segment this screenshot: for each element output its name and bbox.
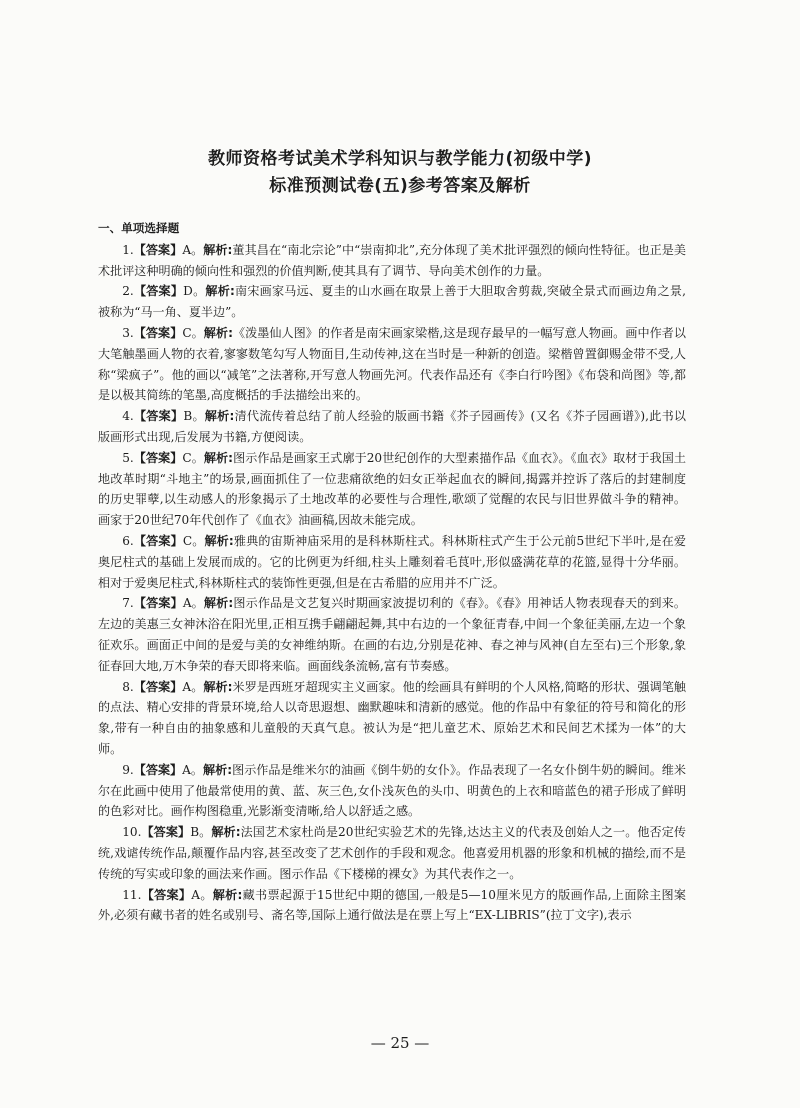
- answer-tag: 【答案】: [133, 679, 183, 694]
- answer-analysis-label: 解析:: [203, 242, 233, 257]
- answer-number: 10.: [122, 825, 142, 840]
- answer-tag: 【答案】: [133, 596, 183, 611]
- answer-text: 南宋画家马远、夏圭的山水画在取景上善于大胆取舍剪裁,突破全景式而画边角之景,被称为“马一角、夏半边”。: [98, 284, 686, 320]
- answer-tag: 【答案】: [133, 409, 184, 424]
- answer-analysis-label: 解析:: [205, 284, 235, 299]
- answer-option: B。: [183, 409, 205, 424]
- answer-text: 董其昌在“南北宗论”中“崇南抑北”,充分体现了美术批评强烈的倾向性特征。也正是美术批评这种明确的倾向性和强烈的价值判断,使其具有了调节、导向美术创作的力量。: [98, 242, 686, 278]
- answer-text: 米罗是西班牙超现实主义画家。他的绘画具有鲜明的个人风格,简略的形状、强调笔触的点法、精心安排的背景环境,给人以奇思遐想、幽默趣味和清新的感觉。他的作品中有象征的符号和简化的形象,带有一种自由的抽象感和儿童般的天真气息。被认为是“把儿童艺术、原始艺术和民间艺术揉为一体”的大师。: [98, 679, 686, 756]
- answer-analysis-label: 解析:: [203, 450, 234, 465]
- answer-item: [98, 281, 686, 323]
- answer-item: [98, 822, 686, 884]
- answer-text: 清代流传着总结了前人经验的版画书籍《芥子园画传》(又名《芥子园画谱》),此书以版画形式出现,后发展为书籍,方便阅读。: [98, 409, 686, 444]
- answer-list: [98, 240, 686, 926]
- answer-item: [98, 323, 686, 406]
- answer-analysis-label: 解析:: [204, 409, 235, 424]
- answer-item: [98, 677, 686, 760]
- answer-item: [98, 885, 686, 927]
- answer-number: 9.: [122, 762, 134, 777]
- answer-item: [98, 240, 686, 282]
- answer-option: D。: [183, 284, 206, 299]
- document-title: [0, 146, 800, 200]
- answer-item: [98, 593, 686, 676]
- answer-number: 4.: [122, 409, 134, 424]
- answer-tag: 【答案】: [133, 242, 183, 257]
- answer-number: 8.: [122, 679, 134, 694]
- answer-item: [98, 760, 686, 822]
- answer-item: [98, 406, 686, 448]
- answer-option: B。: [190, 825, 212, 840]
- title-line-1: 教师资格考试美术学科知识与教学能力(初级中学): [207, 149, 593, 169]
- title-line-2: 标准预测试卷(五)参考答案及解析: [269, 176, 531, 196]
- section-heading: 一、单项选择题: [98, 221, 180, 235]
- answer-number: 3.: [122, 325, 134, 340]
- answer-tag: 【答案】: [133, 533, 183, 548]
- answer-tag: 【答案】: [141, 887, 192, 902]
- answer-number: 1.: [122, 242, 134, 257]
- answer-text: 藏书票起源于15世纪中期的德国,一般是5—10厘米见方的版画作品,上面除主图案外,必须有藏书者的姓名或别号、斋名等,国际上通行做法是在票上写上“EX-LIBRIS”(拉丁文字),表示: [98, 887, 686, 923]
- answer-analysis-label: 解析:: [203, 325, 233, 340]
- answer-option: C。: [182, 450, 204, 465]
- answer-text: 法国艺术家杜尚是20世纪实验艺术的先锋,达达主义的代表及创始人之一。他否定传统,戏谑传统作品,颠覆作品内容,甚至改变了艺术创作的手段和观念。他喜爱用机器的形象和机械的描绘,而不是传统的写实或印象的画法来作画。图示作品《下楼梯的裸女》为其代表作之一。: [98, 825, 686, 881]
- page-number: — 25 —: [370, 1034, 430, 1052]
- answer-item: [98, 448, 686, 531]
- answer-tag: 【答案】: [133, 762, 183, 777]
- answer-section: [98, 218, 686, 926]
- answer-text: 图示作品是画家王式廓于20世纪创作的大型素描作品《血衣》。《血衣》取材于我国土地改革时期“斗地主”的场景,画面抓住了一位悲痛欲绝的妇女正举起血衣的瞬间,揭露并控诉了落后的封建制度的历史罪孽,以生动感人的形象揭示了土地改革的必要性与合理性,歌颂了觉醒的农民与旧世界做斗争的精神。画家于20世纪70年代创作了《血衣》油画稿,因故未能完成。: [98, 450, 686, 528]
- answer-option: A。: [182, 242, 204, 257]
- answer-number: 11.: [122, 887, 142, 902]
- answer-item: [98, 531, 686, 593]
- answer-option: A。: [182, 762, 204, 777]
- answer-analysis-label: 解析:: [211, 825, 241, 840]
- answer-analysis-label: 解析:: [203, 679, 233, 694]
- answer-option: C。: [182, 533, 205, 548]
- answer-number: 5.: [122, 450, 134, 465]
- answer-option: A。: [182, 679, 204, 694]
- answer-tag: 【答案】: [133, 284, 184, 299]
- answer-option: A。: [191, 887, 213, 902]
- answer-tag: 【答案】: [141, 825, 191, 840]
- answer-analysis-label: 解析:: [203, 762, 233, 777]
- answer-tag: 【答案】: [133, 325, 183, 340]
- answer-number: 7.: [122, 596, 134, 611]
- answer-tag: 【答案】: [133, 450, 183, 465]
- answer-text: 图示作品是文艺复兴时期画家波提切利的《春》。《春》用神话人物表现春天的到来。左边的美惠三女神沐浴在阳光里,正相互携手翩翩起舞,其中右边的一个象征青春,中间一个象征美丽,左边一个象征欢乐。画面正中间的是爱与美的女神维纳斯。在画的右边,分别是花神、春之神与风神(自左至右)三个形象,象征春回大地,万木争荣的春天即将来临。画面线条流畅,富有节奏感。: [98, 596, 686, 673]
- answer-number: 6.: [122, 533, 134, 548]
- answer-text: 雅典的宙斯神庙采用的是科林斯柱式。科林斯柱式产生于公元前5世纪下半叶,是在爱奥尼柱式的基础上发展而成的。它的比例更为纤细,柱头上雕刻着毛茛叶,形似盛满花草的花篮,显得十分华丽。相对于爱奥尼柱式,科林斯柱式的装饰性更强,但是在古希腊的应用并不广泛。: [98, 533, 686, 590]
- answer-text: 《泼墨仙人图》的作者是南宋画家梁楷,这是现存最早的一幅写意人物画。画中作者以大笔触墨画人物的衣着,寥寥数笔勾写人物面目,生动传神,这在当时是一种新的创造。梁楷曾置御赐金带不受,人称“梁疯子”。他的画以“减笔”之法著称,开写意人物画先河。代表作品还有《李白行吟图》《布袋和尚图》等,都是以极其简练的笔墨,高度概括的手法描绘出来的。: [98, 325, 686, 403]
- answer-option: C。: [182, 325, 204, 340]
- answer-option: A。: [182, 596, 204, 611]
- answer-analysis-label: 解析:: [212, 887, 243, 902]
- answer-analysis-label: 解析:: [204, 533, 234, 548]
- answer-text: 图示作品是维米尔的油画《倒牛奶的女仆》。作品表现了一名女仆倒牛奶的瞬间。维米尔在此画中使用了他最常使用的黄、蓝、灰三色,女仆浅灰色的头巾、明黄色的上衣和暗蓝色的裙子形成了鲜明的色彩对比。画作构图稳重,光影渐变清晰,给人以舒适之感。: [98, 762, 686, 819]
- answer-analysis-label: 解析:: [203, 596, 234, 611]
- answer-number: 2.: [122, 284, 134, 299]
